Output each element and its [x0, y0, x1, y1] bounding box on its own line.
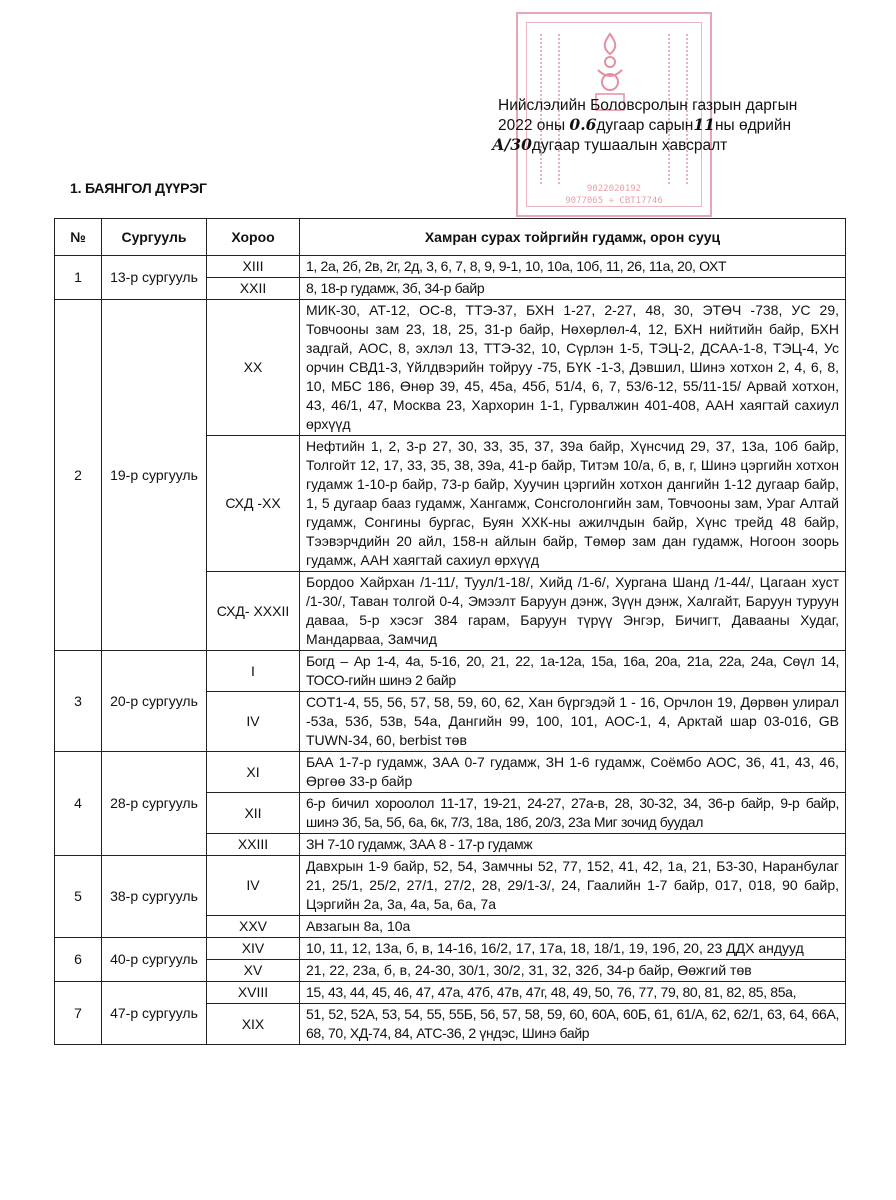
streets-cell: 21, 22, 23а, б, в, 24-30, 30/1, 30/2, 31, 32, 32б, 34-р байр, Өөжгий төв	[300, 960, 846, 982]
header-day-label: ны өдрийн	[714, 117, 792, 134]
table-row	[55, 752, 846, 793]
streets-cell: Давхрын 1-9 байр, 52, 54, Замчны 52, 77, 152, 41, 42, 1а, 21, Б3-30, Наранбулаг 21, 25/1, 25/2, 27/1, 27/2, 28, 29/1-3/, 24, Гаалийн 1-7 байр, 017, 018, 90 байр, Цэргийн 2а, 3а, 4а, 5а, 6а, 7а	[300, 856, 846, 916]
khoroo-cell: XV	[207, 960, 300, 982]
row-number: 7	[55, 982, 102, 1045]
table-row	[55, 856, 846, 916]
table-header-row	[55, 219, 846, 256]
header-streets: Хамран сурах тойргийн гудамж, орон сууц	[300, 219, 846, 256]
khoroo-cell: XIX	[207, 1004, 300, 1045]
header-year: 2022 оны	[498, 117, 570, 134]
handwritten-order-number: А/30	[492, 135, 532, 154]
khoroo-cell: IV	[207, 692, 300, 752]
row-number: 3	[55, 651, 102, 752]
streets-cell: 8, 18-р гудамж, 3б, 34-р байр	[300, 278, 846, 300]
header-khoroo: Хороо	[207, 219, 300, 256]
table-row	[55, 938, 846, 960]
streets-cell: 6-р бичил хороолол 11-17, 19-21, 24-27, 27а-в, 28, 30-32, 34, 36-р байр, 9-р байр, шинэ 3б, 5а, 5б, 6а, 6к, 7/3, 18а, 18б, 20/3, 23а Миг зочид буудал	[300, 793, 846, 834]
khoroo-cell: XIII	[207, 256, 300, 278]
header-no: №	[55, 219, 102, 256]
khoroo-cell: XXV	[207, 916, 300, 938]
streets-cell: Авзагын 8а, 10а	[300, 916, 846, 938]
khoroo-cell: XII	[207, 793, 300, 834]
table-row	[55, 982, 846, 1004]
header-school: Сургууль	[102, 219, 207, 256]
streets-cell: Нефтийн 1, 2, 3-р 27, 30, 33, 35, 37, 39а байр, Хүнсчид 29, 37, 13а, 10б байр, Толгойт 12, 17, 33, 35, 38, 39а, 41-р байр, Титэм 10/а, б, в, г, Шинэ цэргийн хотхон гудамж 1-10-р байр, 73-р байр, Хуучин цэргийн хотхон дангийн 1-12 дугаар байр, 1, 5 дугаар бааз гудамж, Хангамж, Сонсголонгийн зам, Товчооны зам, Ураг Алтай гудамж, Сонгины бургас, Буян ХХК-ны ажилчдын байр, Хүнс трейд 48 байр, Тээвэрчдийн 20 айл, 158-н айлын байр, Төмөр зам дан гудамж, Ногоон зоорь гудамж, ААН хаягтай сахиул өрхүүд	[300, 436, 846, 572]
row-number: 1	[55, 256, 102, 300]
streets-cell: БАА 1-7-р гудамж, ЗАА 0-7 гудамж, ЗН 1-6 гудамж, Соёмбо АОС, 36, 41, 43, 46, Өргөө 33-р байр	[300, 752, 846, 793]
khoroo-cell: XXIII	[207, 834, 300, 856]
row-number: 2	[55, 300, 102, 651]
streets-cell: Бордоо Хайрхан /1-11/, Туул/1-18/, Хийд /1-6/, Хургана Шанд /1-44/, Цагаан хуст /1-30/, Таван толгой 0-4, Эмээлт Баруун дэнж, Зүүн дэнж, Халгайт, Баруун туруун даваа, 5-р хэсэг 384 гарам, Баруун түрүү Энгэр, Бичигт, Давааны Худаг, Мандарваа, Замчид	[300, 572, 846, 651]
khoroo-cell: XXII	[207, 278, 300, 300]
school-name: 40-р сургууль	[102, 938, 207, 982]
school-name: 19-р сургууль	[102, 300, 207, 651]
streets-cell: 15, 43, 44, 45, 46, 47, 47а, 47б, 47в, 47г, 48, 49, 50, 76, 77, 79, 80, 81, 82, 85, 85а,	[300, 982, 846, 1004]
khoroo-cell: СХД -XX	[207, 436, 300, 572]
school-name: 28-р сургууль	[102, 752, 207, 856]
school-name: 20-р сургууль	[102, 651, 207, 752]
stamp-register-number: 9022020192	[586, 184, 642, 194]
khoroo-cell: XI	[207, 752, 300, 793]
streets-cell: 10, 11, 12, 13а, б, в, 14-16, 16/2, 17, 17а, 18, 18/1, 19, 19б, 20, 23 ДДХ андууд	[300, 938, 846, 960]
row-number: 4	[55, 752, 102, 856]
handwritten-day: 11	[693, 115, 715, 134]
handwritten-month: 0.6	[569, 115, 597, 134]
school-district-table	[54, 218, 846, 1045]
section-title: 1. БАЯНГОЛ ДҮҮРЭГ	[70, 180, 207, 196]
header-line-2	[498, 115, 797, 135]
header-line-1: Нийслэлийн Боловсролын газрын даргын	[498, 97, 798, 114]
stamp-tax-number: 9077065 ÷ CBT17746	[565, 196, 663, 206]
row-number: 5	[55, 856, 102, 938]
khoroo-cell: I	[207, 651, 300, 692]
table-row	[55, 256, 846, 278]
streets-cell: МИК-30, АТ-12, ОС-8, ТТЭ-37, БХН 1-27, 2-27, 48, 30, ЭТӨЧ -738, УС 29, Товчооны зам 23, 18, 25, 31-р байр, Нөхөрлөл-4, 12, БХН нийтийн байр, БХН задгай, АОС, 8, эхлэл 13, ТТЭ-32, 10, Сүрлэн 1-5, ТЭЦ-2, ДСАА-1-8, ТЭЦ-4, Ус орчин СВД1-3, Үйлдвэрийн тойруу -75, БҮК -1-3, Дэвшил, Шинэ хотхон 2, 4, 6, 8, 10, МБС 186, Өнөр 39, 45, 45а, 45б, 51/4, 6, 7, 53/6-12, 55/11-15/ Арвай хотхон, 43, 46/1, 47, Москва 23, Хархорин 1-1, Гурвалжин 401-408, ААН хаягтай сахиул өрхүүд	[300, 300, 846, 436]
streets-cell: 1, 2а, 2б, 2в, 2г, 2д, 3, 6, 7, 8, 9, 9-1, 10, 10а, 10б, 11, 26, 11а, 20, ОХТ	[300, 256, 846, 278]
khoroo-cell: СХД- XXXII	[207, 572, 300, 651]
school-name: 38-р сургууль	[102, 856, 207, 938]
streets-cell: 51, 52, 52А, 53, 54, 55, 55Б, 56, 57, 58, 59, 60, 60А, 60Б, 61, 61/А, 62, 62/1, 63, 64, 66А, 68, 70, ХД-74, 84, АТС-36, 2 үндэс, Шинэ байр	[300, 1004, 846, 1045]
table-row	[55, 300, 846, 436]
school-name: 13-р сургууль	[102, 256, 207, 300]
header-order-label: дугаар тушаалын хавсралт	[531, 137, 728, 154]
row-number: 6	[55, 938, 102, 982]
table-body	[55, 256, 846, 1045]
streets-cell: ЗН 7-10 гудамж, ЗАА 8 - 17-р гудамж	[300, 834, 846, 856]
streets-cell: СОТ1-4, 55, 56, 57, 58, 59, 60, 62, Хан бүргэдэй 1 - 16, Орчлон 19, Дөрвөн улирал -53а, 53б, 53в, 54а, Дангийн 99, 100, 101, АОС-1, 4, Арктай шар 03-016, GB TUWN-34, 60, berbist төв	[300, 692, 846, 752]
khoroo-cell: XVIII	[207, 982, 300, 1004]
table-row	[55, 651, 846, 692]
khoroo-cell: XIV	[207, 938, 300, 960]
header-line-3	[492, 135, 797, 155]
khoroo-cell: XX	[207, 300, 300, 436]
school-name: 47-р сургууль	[102, 982, 207, 1045]
header-month-label: дугаар сарын	[596, 117, 694, 134]
appendix-header-note	[492, 96, 798, 155]
streets-cell: Богд – Ар 1-4, 4а, 5-16, 20, 21, 22, 1а-12а, 15а, 16а, 20а, 21а, 22а, 24а, Сөүл 14, ТОСО-гийн шинэ 2 байр	[300, 651, 846, 692]
khoroo-cell: IV	[207, 856, 300, 916]
